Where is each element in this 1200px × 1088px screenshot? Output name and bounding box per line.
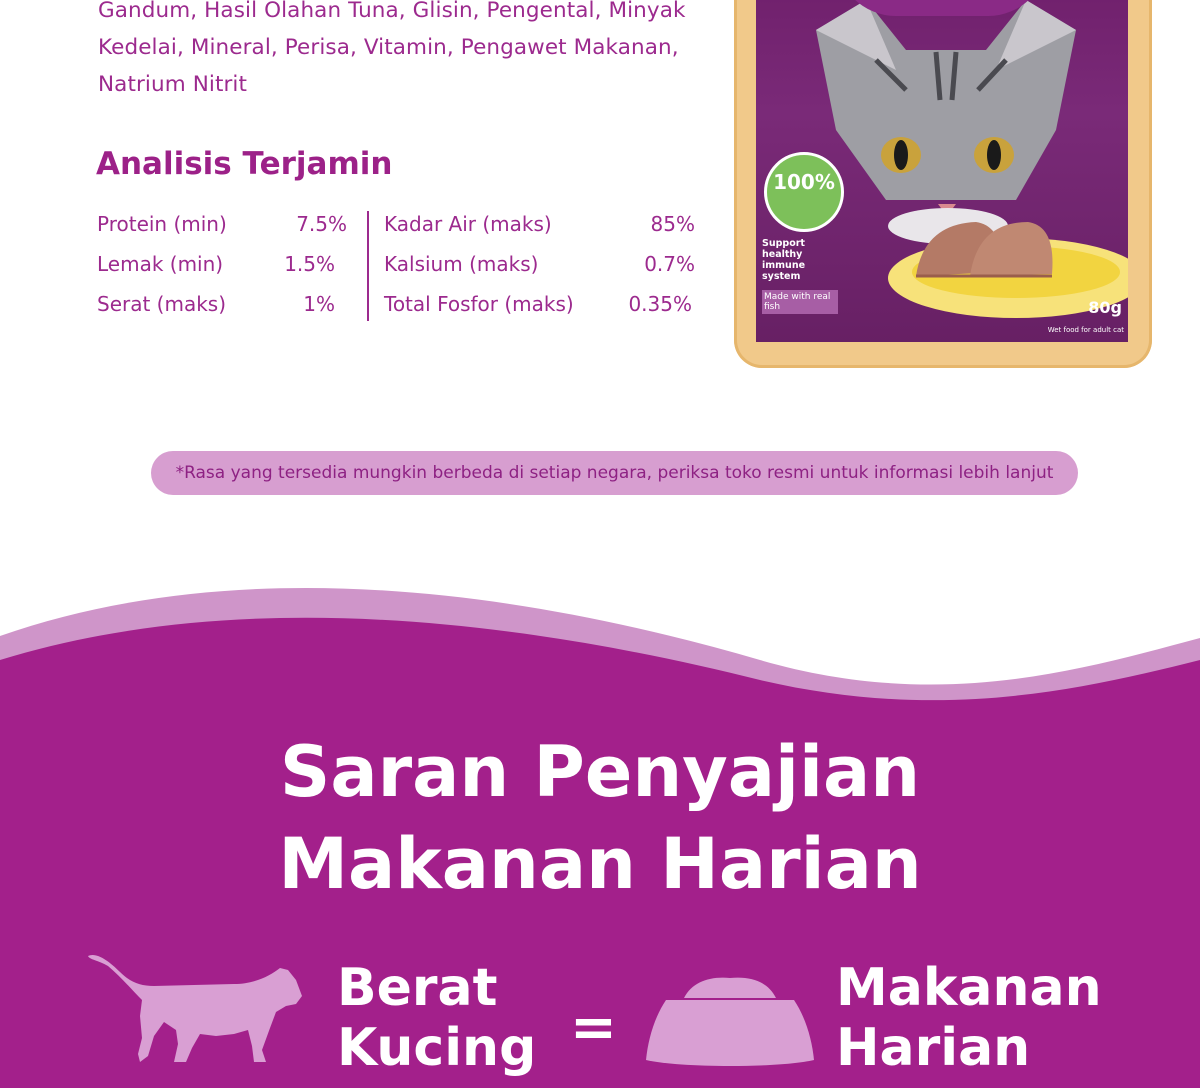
analysis-label: Lemak (min) xyxy=(97,252,224,276)
daily-food-label xyxy=(836,958,1102,1078)
analysis-divider xyxy=(367,211,369,321)
analysis-label: Protein (min) xyxy=(97,212,227,236)
pack-made-with: Made with real fish xyxy=(762,290,838,314)
analysis-value: 1% xyxy=(303,292,335,316)
analysis-table-left xyxy=(97,204,347,324)
daily-food-line1: Makanan xyxy=(836,958,1102,1018)
analysis-label: Serat (maks) xyxy=(97,292,227,316)
availability-disclaimer: *Rasa yang tersedia mungkin berbeda di setiap negara, periksa toko resmi untuk informasi lebih lanjut xyxy=(151,451,1078,495)
analysis-row-moisture xyxy=(384,204,695,244)
nutrition-badge xyxy=(764,152,844,232)
analysis-label: Kadar Air (maks) xyxy=(384,212,552,236)
analysis-value: 7.5% xyxy=(296,212,347,236)
pack-weight-note: Wet food for adult cat xyxy=(1047,326,1124,334)
analysis-row-fat xyxy=(97,244,335,284)
analysis-row-calcium xyxy=(384,244,695,284)
cat-weight-label xyxy=(337,958,536,1078)
cat-weight-line2: Kucing xyxy=(337,1018,537,1078)
product-pack-image xyxy=(734,0,1152,368)
analysis-label: Kalsium (maks) xyxy=(384,252,539,276)
equals-sign: = xyxy=(570,995,617,1060)
analysis-label: Total Fosfor (maks) xyxy=(384,292,574,316)
pack-note-en: Support healthy immune system xyxy=(762,238,806,282)
analysis-value: 1.5% xyxy=(284,252,335,276)
pack-note xyxy=(762,238,842,282)
analysis-value: 0.7% xyxy=(644,252,695,276)
analysis-value: 85% xyxy=(650,212,695,236)
serving-title xyxy=(0,726,1200,910)
pack-inner xyxy=(756,0,1128,342)
analysis-value: 0.35% xyxy=(628,292,692,316)
serving-title-line2: Makanan Harian xyxy=(278,823,922,905)
ingredients-text: Gandum, Hasil Olahan Tuna, Glisin, Pengental, Minyak Kedelai, Mineral, Perisa, Vitamin, Pengawet Makanan, Natrium Nitrit xyxy=(98,0,686,97)
daily-food-line2: Harian xyxy=(836,1018,1031,1078)
analysis-row-fiber xyxy=(97,284,335,324)
badge-percent: 100% xyxy=(773,170,835,194)
cat-silhouette-icon xyxy=(84,950,306,1066)
analysis-table-right xyxy=(384,204,700,324)
analysis-row-protein xyxy=(97,204,347,244)
food-bowl-icon xyxy=(640,968,820,1068)
cat-weight-line1: Berat xyxy=(337,958,498,1018)
pack-weight: 80g xyxy=(1088,298,1122,317)
analysis-title: Analisis Terjamin xyxy=(96,146,393,182)
analysis-row-phosphorus xyxy=(384,284,692,324)
serving-title-line1: Saran Penyajian xyxy=(279,731,921,813)
